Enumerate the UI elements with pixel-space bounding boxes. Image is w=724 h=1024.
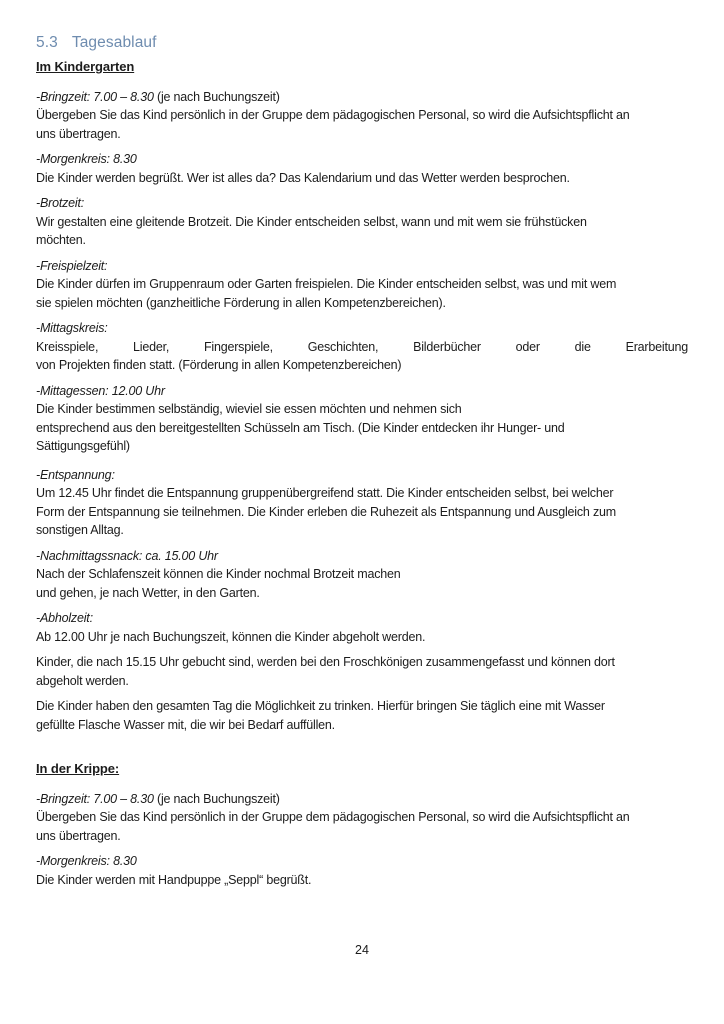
- activity-text-line: entsprechend aus den bereitgestellten Schüsseln am Tisch. (Die Kinder entdecken ihr Hunger- und: [36, 420, 565, 435]
- activity-section-brotzeit: [36, 194, 688, 250]
- activity-text-line: Ab 12.00 Uhr je nach Buchungszeit, können die Kinder abgeholt werden.: [36, 629, 426, 644]
- activity-text-line: uns übertragen.: [36, 126, 121, 141]
- activity-text-line-justified: Kreisspiele, Lieder, Fingerspiele, Geschichten, Bilderbücher oder die Erarbeitung: [36, 339, 688, 354]
- activity-section-mittagskreis: [36, 319, 688, 375]
- activity-label: -Nachmittagssnack: ca. 15.00 Uhr: [36, 548, 218, 563]
- activity-text-line: sie spielen möchten (ganzheitliche Förderung in allen Kompetenzbereichen).: [36, 295, 446, 310]
- activity-section-morgenkreis: [36, 150, 688, 187]
- activity-section-abholzeit: [36, 609, 688, 646]
- activity-label: -Entspannung:: [36, 467, 115, 482]
- activity-section-mittagessen: [36, 382, 688, 456]
- activity-label-suffix: (je nach Buchungszeit): [153, 791, 280, 806]
- activity-text-line: sonstigen Alltag.: [36, 523, 124, 537]
- section-heading-title: Tagesablauf: [71, 34, 157, 51]
- activity-label: -Morgenkreis: 8.30: [36, 152, 137, 166]
- subsection-title-kindergarten: Im Kindergarten: [36, 59, 135, 74]
- paragraph-water-bottle: [36, 697, 688, 734]
- activity-text-line: Sättigungsgefühl): [36, 439, 130, 453]
- activity-label: -Abholzeit:: [36, 611, 93, 625]
- activity-text-line: und gehen, je nach Wetter, in den Garten.: [36, 585, 260, 600]
- activity-text-line: möchten.: [36, 233, 86, 247]
- paragraph-line: abgeholt werden.: [36, 673, 129, 688]
- activity-text-line: Übergeben Sie das Kind persönlich in der Gruppe dem pädagogischen Personal, so wird die Aufsichtspflicht an: [36, 810, 630, 824]
- activity-label: -Freispielzeit:: [36, 258, 108, 273]
- activity-section-entspannung: [36, 466, 688, 540]
- paragraph-late-pickup: [36, 653, 688, 690]
- activity-text-line: von Projekten finden statt. (Förderung in allen Kompetenzbereichen): [36, 358, 402, 372]
- activity-label: -Brotzeit:: [36, 196, 85, 210]
- activity-text-line: uns übertragen.: [36, 828, 121, 843]
- page-number: 24: [355, 943, 369, 957]
- activity-label: -Mittagessen: 12.00 Uhr: [36, 383, 165, 398]
- activity-text-line: Um 12.45 Uhr findet die Entspannung gruppenübergreifend statt. Die Kinder entscheiden selbst, bei welcher: [36, 486, 614, 500]
- paragraph-line: gefüllte Flasche Wasser mit, die wir bei Bedarf auffüllen.: [36, 717, 335, 732]
- activity-text-line: Wir gestalten eine gleitende Brotzeit. Die Kinder entscheiden selbst, wann und mit wem sie frühstücken: [36, 214, 587, 229]
- activity-section-freispielzeit: [36, 257, 688, 313]
- activity-text-line: Die Kinder dürfen im Gruppenraum oder Garten freispielen. Die Kinder entscheiden selbst, was und mit wem: [36, 277, 617, 291]
- activity-text-line: Nach der Schlafenszeit können die Kinder nochmal Brotzeit machen: [36, 567, 401, 581]
- activity-label: -Bringzeit: 7.00 – 8.30: [36, 791, 154, 806]
- section-heading-number: 5.3: [36, 34, 58, 51]
- activity-label: -Mittagskreis:: [36, 321, 108, 335]
- activity-text-line: Die Kinder werden mit Handpuppe „Seppl“ begrüßt.: [36, 872, 312, 887]
- activity-label-suffix: (je nach Buchungszeit): [153, 89, 280, 104]
- krippe-block: [36, 760, 688, 889]
- activity-text-line: Übergeben Sie das Kind persönlich in der Gruppe dem pädagogischen Personal, so wird die Aufsichtspflicht an: [36, 108, 630, 122]
- activity-text-line: Die Kinder werden begrüßt. Wer ist alles da? Das Kalendarium und das Wetter werden besprochen.: [36, 170, 570, 185]
- paragraph-line: Kinder, die nach 15.15 Uhr gebucht sind, werden bei den Froschkönigen zusammengefasst und können dort: [36, 655, 615, 669]
- activity-text-line: Form der Entspannung sie teilnehmen. Die Kinder erleben die Ruhezeit als Entspannung und Ausgleich zum: [36, 504, 616, 519]
- paragraph-line: Die Kinder haben den gesamten Tag die Möglichkeit zu trinken. Hierfür bringen Sie täglich eine mit Wasser: [36, 699, 605, 713]
- activity-text-line: Die Kinder bestimmen selbständig, wieviel sie essen möchten und nehmen sich: [36, 402, 462, 416]
- activity-section-nachmittagssnack: [36, 547, 688, 603]
- activity-label: -Bringzeit: 7.00 – 8.30: [36, 89, 154, 104]
- activity-section-krippe-bringzeit: [36, 790, 688, 846]
- activity-section-krippe-morgenkreis: [36, 852, 688, 889]
- section-heading: [36, 33, 688, 53]
- subsection-title-krippe: In der Krippe:: [36, 761, 120, 776]
- activity-label: -Morgenkreis: 8.30: [36, 854, 137, 868]
- activity-section-bringzeit: [36, 88, 688, 144]
